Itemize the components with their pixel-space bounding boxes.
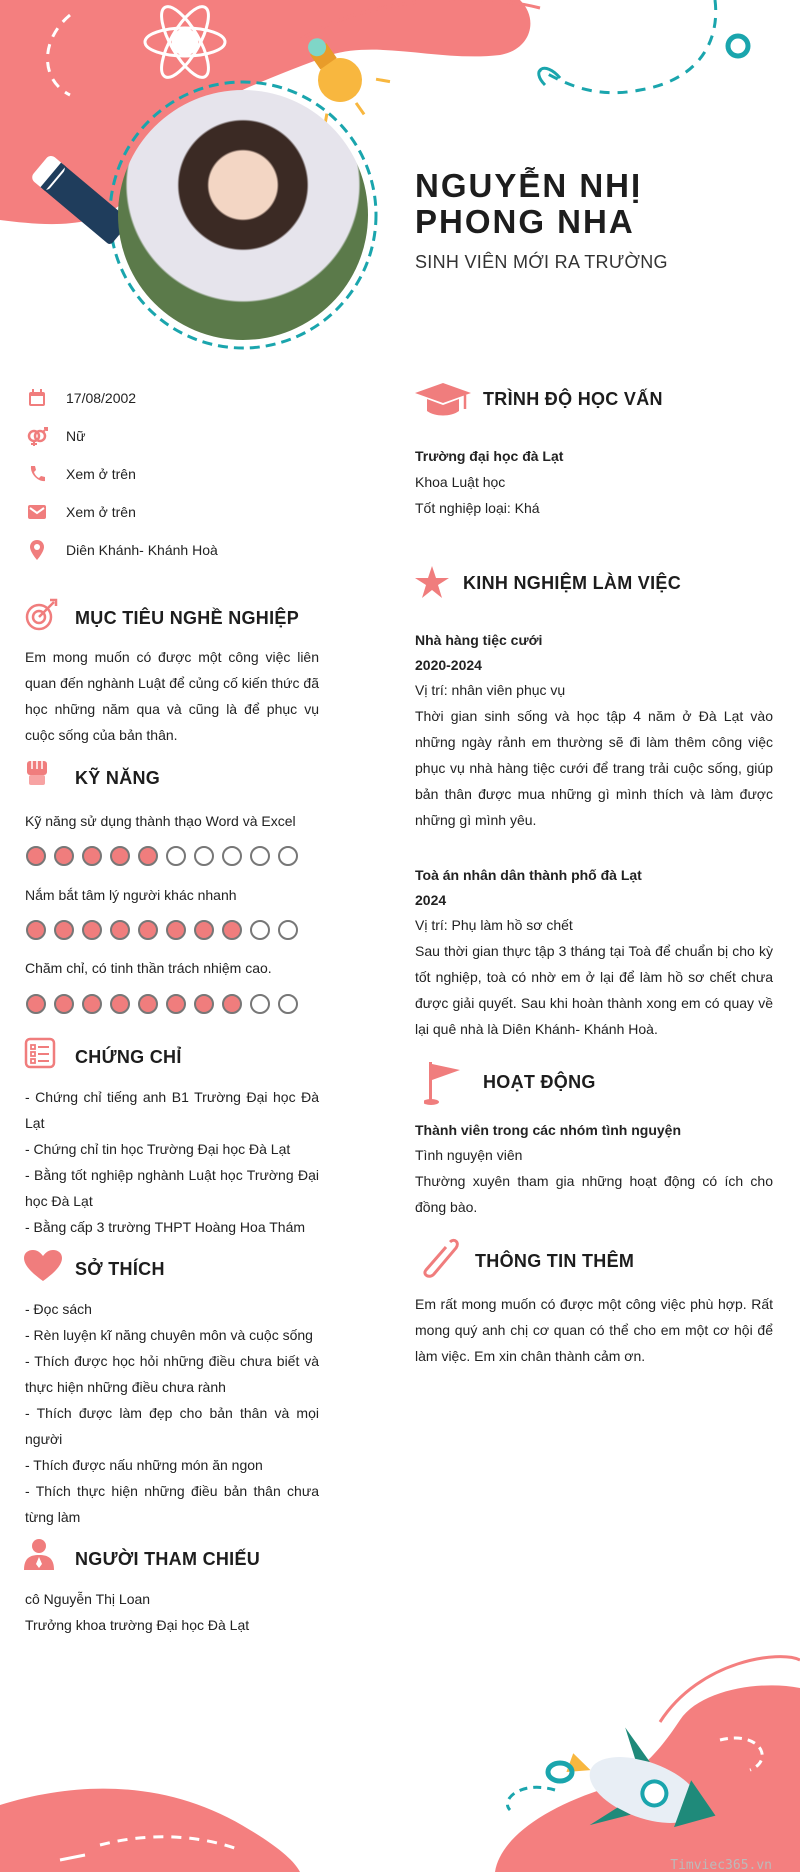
checklist-icon bbox=[24, 1037, 56, 1069]
certificate-item: - Bằng cấp 3 trường THPT Hoàng Hoa Thám bbox=[25, 1219, 306, 1235]
birthdate-text: 17/08/2002 bbox=[66, 390, 137, 406]
skills-title: KỸ NĂNG bbox=[75, 768, 161, 788]
rating-dot-empty bbox=[250, 846, 270, 866]
rating-dot-empty bbox=[222, 846, 242, 866]
hobby-item: - Đọc sách bbox=[25, 1301, 92, 1317]
rating-dot-empty bbox=[250, 994, 270, 1014]
experience-title: KINH NGHIỆM LÀM VIỆC bbox=[463, 573, 682, 593]
activities-title: HOẠT ĐỘNG bbox=[483, 1072, 596, 1092]
mail-icon bbox=[26, 501, 48, 523]
rating-dot-filled bbox=[26, 920, 46, 940]
extra-title: THÔNG TIN THÊM bbox=[475, 1251, 635, 1271]
certificate-item: - Chứng chỉ tin học Trường Đại học Đà Lạt bbox=[25, 1141, 291, 1157]
address-text: Diên Khánh- Khánh Hoà bbox=[66, 542, 218, 558]
rating-dot-filled bbox=[138, 846, 158, 866]
activity-role: Tình nguyện viên bbox=[415, 1147, 523, 1163]
rating-dot-filled bbox=[110, 920, 130, 940]
rating-dot-filled bbox=[82, 846, 102, 866]
fist-icon bbox=[25, 757, 49, 789]
target-icon bbox=[24, 598, 58, 632]
education-school: Trường đại học đà Lạt bbox=[415, 448, 564, 464]
hobby-item: - Thích được nấu những món ăn ngon bbox=[25, 1457, 263, 1473]
skill-rating-2 bbox=[26, 920, 298, 940]
education-title: TRÌNH ĐỘ HỌC VẤN bbox=[483, 389, 663, 409]
job-position: Vị trí: nhân viên phục vụ bbox=[415, 682, 566, 698]
heart-icon bbox=[24, 1250, 62, 1282]
rating-dot-filled bbox=[82, 920, 102, 940]
objective-text: Em mong muốn có được một công việc liên quan đến nghành Luật để củng cố kiến thức đã học những năm qua và cũng là để phục vụ cuộc sống của bản thân. bbox=[25, 649, 319, 743]
info-address bbox=[26, 539, 218, 561]
info-birthdate bbox=[26, 387, 136, 409]
skill-label-3: Chăm chỉ, có tinh thần trách nhiệm cao. bbox=[25, 960, 272, 976]
hobby-item: - Thích được làm đẹp cho bản thân và mọi người bbox=[25, 1405, 319, 1447]
skill-rating-1 bbox=[26, 846, 298, 866]
certificates-title: CHỨNG CHỈ bbox=[75, 1047, 182, 1067]
job-description: Sau thời gian thực tập 3 tháng tại Toà để chuẩn bị cho kỳ tốt nghiệp, toà có nhờ em ở lại để làm hồ sơ chết chưa được giải quyết. Sau khi hoàn thành xong em có quay về lại quê nhà là Diên Khánh- Khánh Hoà. bbox=[415, 943, 773, 1037]
profile-photo bbox=[118, 90, 368, 340]
rating-dot-empty bbox=[278, 920, 298, 940]
rating-dot-filled bbox=[138, 994, 158, 1014]
rating-dot-filled bbox=[138, 920, 158, 940]
rating-dot-empty bbox=[166, 846, 186, 866]
hobby-item: - Rèn luyện kĩ năng chuyên môn và cuộc sống bbox=[25, 1327, 313, 1343]
location-icon bbox=[26, 539, 48, 561]
certificate-item: - Bằng tốt nghiệp nghành Luật học Trường Đại học Đà Lạt bbox=[25, 1167, 319, 1209]
gender-icon bbox=[26, 425, 48, 447]
rating-dot-filled bbox=[54, 994, 74, 1014]
job-description: Thời gian sinh sống và học tập 4 năm ở Đà Lạt vào những ngày rảnh em thường sẽ đi làm thêm công việc phục vụ nhà hàng tiệc cưới để trang trải cuộc sống, giúp bản thân được mua những gì mình thích và làm được những gì mình yêu. bbox=[415, 708, 773, 828]
activity-description: Thường xuyên tham gia những hoạt động có ích cho đồng bào. bbox=[415, 1173, 773, 1215]
skill-rating-3 bbox=[26, 994, 298, 1014]
candidate-name: NGUYỄN NHỊ PHONG NHA bbox=[415, 167, 643, 240]
rating-dot-filled bbox=[194, 994, 214, 1014]
bottom-left-blob bbox=[0, 1789, 300, 1872]
job-position: Vị trí: Phụ làm hồ sơ chết bbox=[415, 917, 573, 933]
certificate-item: - Chứng chỉ tiếng anh B1 Trường Đại học Đà Lạt bbox=[25, 1089, 319, 1131]
info-gender bbox=[26, 425, 85, 447]
candidate-title: SINH VIÊN MỚI RA TRƯỜNG bbox=[415, 252, 668, 272]
job-company: Nhà hàng tiệc cưới bbox=[415, 632, 543, 648]
skill-label-1: Kỹ năng sử dụng thành thạo Word và Excel bbox=[25, 813, 296, 829]
reference-position: Trưởng khoa trường Đại học Đà Lạt bbox=[25, 1617, 250, 1633]
activity-org: Thành viên trong các nhóm tình nguyện bbox=[415, 1122, 682, 1138]
job-period: 2020-2024 bbox=[415, 657, 482, 673]
calendar-icon bbox=[26, 387, 48, 409]
rating-dot-filled bbox=[110, 994, 130, 1014]
rating-dot-filled bbox=[82, 994, 102, 1014]
hobby-item: - Thích thực hiện những điều bản thân chưa từng làm bbox=[25, 1483, 319, 1525]
rating-dot-empty bbox=[250, 920, 270, 940]
graduation-cap-icon bbox=[415, 383, 471, 419]
objective-title: MỤC TIÊU NGHỀ NGHIỆP bbox=[75, 608, 300, 628]
rating-dot-filled bbox=[26, 846, 46, 866]
flag-icon bbox=[424, 1060, 464, 1106]
rating-dot-filled bbox=[222, 920, 242, 940]
email-text: Xem ở trên bbox=[66, 504, 136, 520]
education-grade: Tốt nghiệp loại: Khá bbox=[415, 500, 540, 516]
rating-dot-filled bbox=[222, 994, 242, 1014]
extra-text: Em rất mong muốn có được một công việc phù hợp. Rất mong quý anh chị cơ quan có thể cho em một cơ hội để làm việc. Em xin chân thành cảm ơn. bbox=[415, 1296, 773, 1364]
watermark: Timviec365.vn bbox=[670, 1858, 772, 1873]
education-faculty: Khoa Luật học bbox=[415, 474, 506, 490]
rating-dot-empty bbox=[278, 994, 298, 1014]
hobbies-title: SỞ THÍCH bbox=[75, 1259, 165, 1279]
rating-dot-filled bbox=[110, 846, 130, 866]
phone-icon bbox=[26, 463, 48, 485]
rating-dot-filled bbox=[54, 846, 74, 866]
skill-label-2: Nắm bắt tâm lý người khác nhanh bbox=[25, 887, 237, 903]
rating-dot-filled bbox=[166, 994, 186, 1014]
phone-text: Xem ở trên bbox=[66, 466, 136, 482]
rating-dot-filled bbox=[26, 994, 46, 1014]
rating-dot-empty bbox=[194, 846, 214, 866]
rating-dot-filled bbox=[194, 920, 214, 940]
job-company: Toà án nhân dân thành phố đà Lạt bbox=[415, 867, 642, 883]
reference-title: NGƯỜI THAM CHIẾU bbox=[75, 1549, 261, 1569]
paperclip-icon bbox=[420, 1238, 460, 1280]
gender-text: Nữ bbox=[66, 428, 86, 444]
rating-dot-filled bbox=[166, 920, 186, 940]
rating-dot-filled bbox=[54, 920, 74, 940]
info-email bbox=[26, 501, 136, 523]
hobby-item: - Thích được học hỏi những điều chưa biết và thực hiện những điều chưa rành bbox=[25, 1353, 319, 1395]
job-period: 2024 bbox=[415, 892, 447, 908]
rating-dot-empty bbox=[278, 846, 298, 866]
info-phone bbox=[26, 463, 136, 485]
person-icon bbox=[24, 1538, 54, 1570]
star-icon bbox=[415, 566, 449, 598]
reference-name: cô Nguyễn Thị Loan bbox=[25, 1591, 151, 1607]
